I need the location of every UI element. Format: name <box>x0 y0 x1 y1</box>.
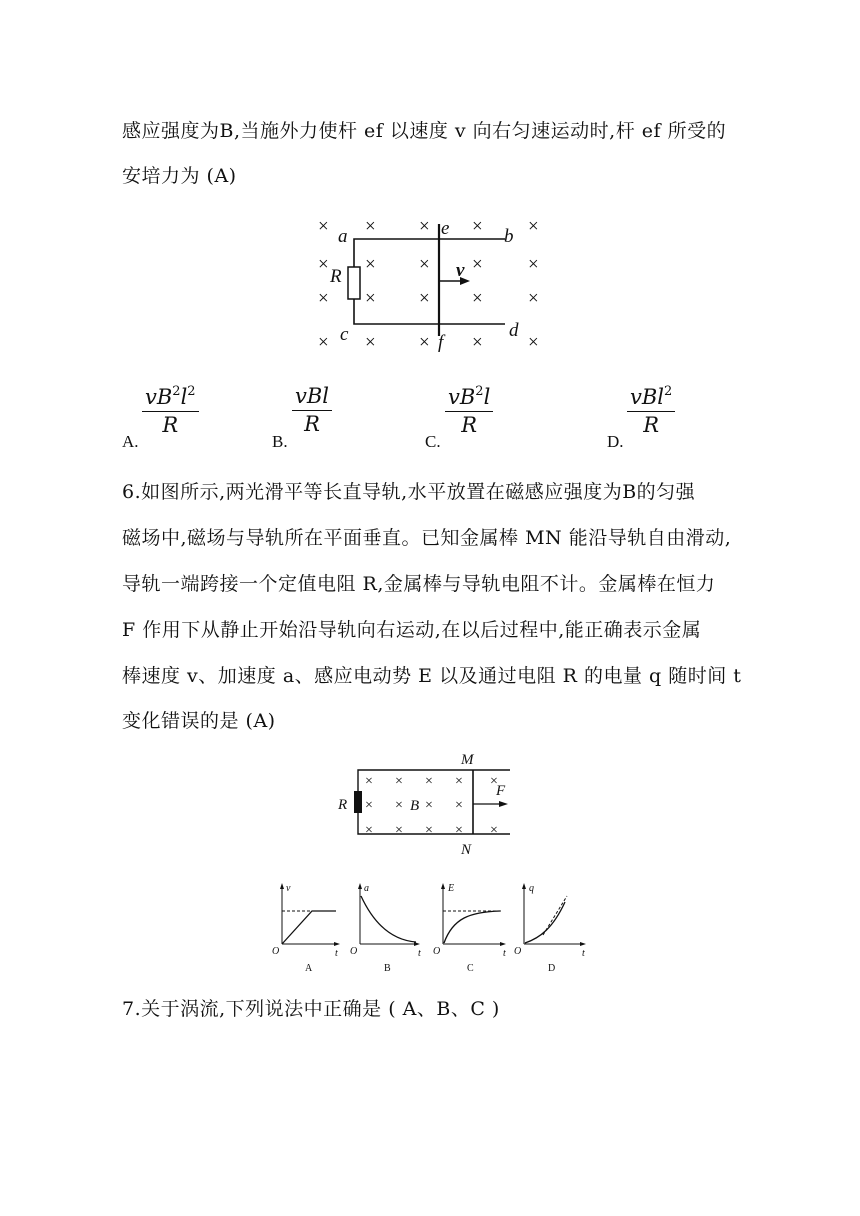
formula-part: R <box>162 413 179 437</box>
formula-part: vBl <box>630 385 665 409</box>
option-label: C. <box>425 432 441 451</box>
field-cross: × <box>365 823 373 838</box>
field-cross: × <box>365 332 376 353</box>
graph-a <box>282 886 337 944</box>
field-cross: × <box>395 798 403 813</box>
q6-text-line-2: 磁场中,磁场与导轨所在平面垂直。已知金属棒 MN 能沿导轨自由滑动, <box>122 527 732 549</box>
graph-c-ylabel: E <box>448 883 455 894</box>
option-formula <box>292 384 332 436</box>
field-cross: × <box>365 254 376 275</box>
field-cross: × <box>395 774 403 789</box>
q5-circuit-figure <box>300 208 560 358</box>
formula-part: l <box>483 385 491 409</box>
field-cross: × <box>365 774 373 789</box>
option-label: D. <box>607 432 624 451</box>
formula-part <box>627 411 675 412</box>
arrow-head-icon <box>499 801 508 807</box>
field-cross: × <box>472 332 483 353</box>
field-cross: × <box>425 798 433 813</box>
formula-part: vBl <box>295 384 330 408</box>
label-a: a <box>338 226 348 247</box>
graph-b <box>360 886 417 944</box>
field-cross: × <box>419 332 430 353</box>
graph-b-xlabel: t <box>418 948 421 959</box>
field-cross: × <box>425 774 433 789</box>
field-cross: × <box>419 216 430 237</box>
rails <box>354 239 505 324</box>
formula-part: 2 <box>475 384 484 399</box>
field-cross: × <box>528 254 539 275</box>
label-R: R <box>338 797 348 813</box>
label-F: F <box>496 783 506 799</box>
field-cross: × <box>395 823 403 838</box>
formula-part: R <box>304 412 320 436</box>
formula-part: vB <box>448 385 476 409</box>
label-d: d <box>509 320 519 341</box>
field-cross: × <box>490 823 498 838</box>
field-cross: × <box>318 254 329 275</box>
field-cross: × <box>365 216 376 237</box>
graph-a-caption: A <box>305 963 313 974</box>
formula-part <box>292 410 332 411</box>
field-cross: × <box>490 774 498 789</box>
field-cross: × <box>419 288 430 309</box>
label-b: b <box>504 226 514 247</box>
field-cross: × <box>472 288 483 309</box>
field-cross: × <box>528 332 539 353</box>
field-cross: × <box>318 288 329 309</box>
field-cross: × <box>455 823 463 838</box>
label-e: e <box>441 218 450 239</box>
label-M: M <box>461 752 474 768</box>
graph-d <box>524 886 583 944</box>
graph-d-ylabel: q <box>529 883 534 894</box>
graph-c-xlabel: t <box>503 948 506 959</box>
graph-c-origin: O <box>433 946 441 957</box>
formula-part <box>142 384 199 409</box>
q5-text-line-2: 安培力为 (A) <box>122 165 237 187</box>
field-cross: × <box>318 216 329 237</box>
resistor-symbol <box>354 791 362 813</box>
formula-part: R <box>643 413 660 437</box>
field-cross: × <box>455 798 463 813</box>
label-v: v <box>456 260 465 281</box>
option-label: A. <box>122 432 139 451</box>
label-c: c <box>340 324 349 345</box>
q6-text-line-4: F 作用下从静止开始沿导轨向右运动,在以后过程中,能正确表示金属 <box>122 619 702 641</box>
formula-part: 2 <box>664 384 673 399</box>
formula-part <box>292 384 332 408</box>
option-formula <box>142 384 199 437</box>
field-cross: × <box>365 288 376 309</box>
field-cross: × <box>365 798 373 813</box>
graph-c <box>443 886 503 944</box>
label-R: R <box>330 266 342 287</box>
q6-circuit-figure <box>330 748 520 860</box>
formula-part <box>627 384 675 409</box>
formula-part <box>445 384 493 409</box>
label-f: f <box>438 332 444 353</box>
graph-d-xlabel: t <box>582 948 585 959</box>
formula-part <box>445 411 493 412</box>
field-cross: × <box>528 216 539 237</box>
graph-b-caption: B <box>384 963 391 974</box>
label-N: N <box>461 842 472 858</box>
resistor-symbol <box>348 267 360 299</box>
graph-a-ylabel: v <box>286 883 291 894</box>
rails <box>358 770 510 834</box>
formula-part: l <box>180 385 188 409</box>
q5-text-line-1: 感应强度为B,当施外力使杆 ef 以速度 v 向右匀速运动时,杆 ef 所受的 <box>122 120 727 142</box>
graph-d-caption: D <box>548 963 556 974</box>
field-cross: × <box>425 823 433 838</box>
formula-part: 2 <box>172 384 181 399</box>
graph-a-xlabel: t <box>335 948 338 959</box>
option-formula <box>445 384 493 437</box>
formula-part: 2 <box>187 384 196 399</box>
field-cross: × <box>472 216 483 237</box>
formula-part: vB <box>145 385 173 409</box>
field-cross: × <box>455 774 463 789</box>
q6-graphs <box>265 880 590 975</box>
graph-a-origin: O <box>272 946 280 957</box>
formula-part: R <box>461 413 478 437</box>
q6-text-line-3: 导轨一端跨接一个定值电阻 R,金属棒与导轨电阻不计。金属棒在恒力 <box>122 573 716 595</box>
field-cross: × <box>419 254 430 275</box>
label-B: B <box>410 798 420 814</box>
graph-d-origin: O <box>514 946 522 957</box>
option-label: B. <box>272 432 288 451</box>
q7-text-line: 7.关于涡流,下列说法中正确是 ( A、B、C ) <box>122 998 500 1020</box>
q6-text-line-6: 变化错误的是 (A) <box>122 710 276 732</box>
formula-part <box>142 411 199 412</box>
option-formula <box>627 384 675 437</box>
field-cross: × <box>472 254 483 275</box>
q6-text-line-5: 棒速度 v、加速度 a、感应电动势 E 以及通过电阻 R 的电量 q 随时间 t <box>122 665 742 687</box>
graph-b-origin: O <box>350 946 358 957</box>
graph-c-caption: C <box>467 963 474 974</box>
field-cross: × <box>528 288 539 309</box>
q6-text-line-1: 6.如图所示,两光滑平等长直导轨,水平放置在磁感应强度为B的匀强 <box>122 481 696 503</box>
field-cross: × <box>318 332 329 353</box>
graph-b-ylabel: a <box>364 883 369 894</box>
